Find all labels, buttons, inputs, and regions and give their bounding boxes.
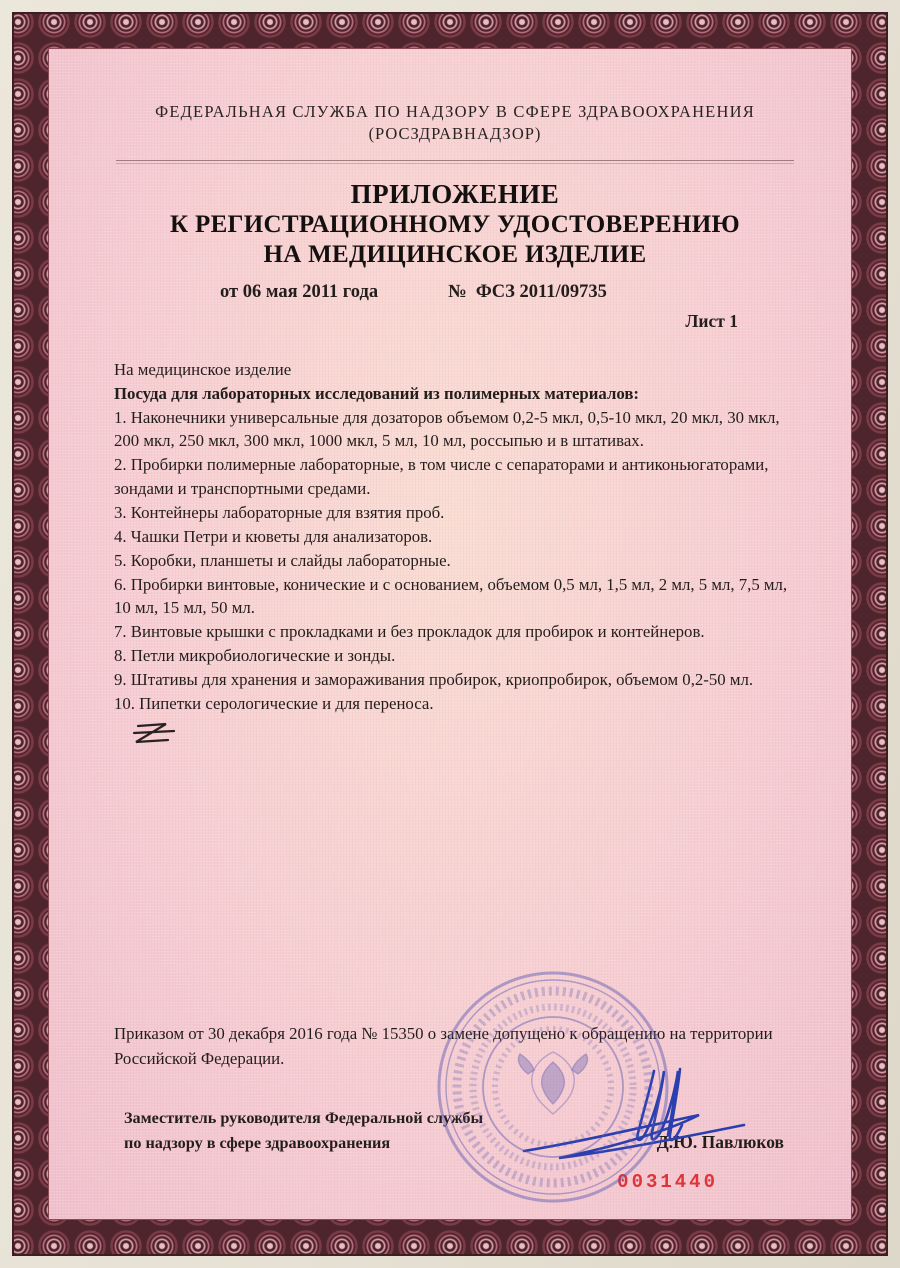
list-item: 6. Пробирки винтовые, конические и с основанием, объемом 0,5 мл, 1,5 мл, 2 мл, 5 мл, 7,5 мл, 10 мл, 15 мл, 50 мл. [114,574,788,618]
agency-shortname: (РОСЗДРАВНАДЗОР) [368,124,542,144]
list-item: 1. Наконечники универсальные для дозаторов объемом 0,2-5 мкл, 0,5-10 мкл, 20 мкл, 30 мкл, 200 мкл, 250 мкл, 300 мкл, 1000 мкл, 5 мл, 10 мл, россыпью и в штативах. [114,407,780,451]
list-item: 4. Чашки Петри и кюветы для анализаторов. [114,526,433,546]
agency-header [114,101,796,146]
agency-name: ФЕДЕРАЛЬНАЯ СЛУЖБА ПО НАДЗОРУ В СФЕРЕ ЗДРАВООХРАНЕНИЯ [155,102,755,121]
device-name: Посуда для лабораторных исследований из полимерных материалов: [114,383,639,403]
list-item: 9. Штативы для хранения и замораживания пробирок, криопробирок, объемом 0,2-50 мл. [114,669,754,689]
registration-number: № ФСЗ 2011/09735 [448,281,607,302]
list-item: 3. Контейнеры лабораторные для взятия проб. [114,502,445,522]
title-line-3: НА МЕДИЦИНСКОЕ ИЗДЕЛИЕ [263,240,647,268]
registration-line [114,282,796,303]
document-title [114,178,796,270]
list-item: 8. Петли микробиологические и зонды. [114,646,396,666]
order-text: Приказом от 30 декабря 2016 года № 15350 о замене допущено к обращению на территории Российской Федерации. [114,1024,773,1068]
signatory-title-line-1: Заместитель руководителя Федеральной службы [124,1109,484,1128]
title-line-2: К РЕГИСТРАЦИОННОМУ УДОСТОВЕРЕНИЮ [170,210,740,238]
list-item: 2. Пробирки полимерные лабораторные, в том числе с сепараторами и антиконьюгаторами, зондами и транспортными средами. [114,455,769,499]
end-of-text-mark [132,720,178,750]
certificate-field [48,48,852,1220]
list-item: 10. Пипетки серологические и для переноса. [114,693,434,713]
signatory-name: Д.Ю. Павлюков [656,1132,784,1152]
header-divider [116,160,794,164]
serial-number: 0031440 [617,1171,718,1193]
device-description [114,358,796,750]
approval-block [114,1022,796,1193]
signature-row [114,1097,796,1155]
sheet-number: Лист 1 [685,310,738,331]
body-intro: На медицинское изделие [114,359,292,379]
signatory-title-line-2: по надзору в сфере здравоохранения [124,1133,391,1152]
list-item: 5. Коробки, планшеты и слайды лабораторные. [114,550,451,570]
certificate-content [49,49,851,1219]
registration-date: от 06 мая 2011 года [220,281,379,302]
signatory-title [114,1106,483,1155]
list-item: 7. Винтовые крышки с прокладками и без прокладок для пробирок и контейнеров. [114,622,705,642]
title-line-1: ПРИЛОЖЕНИЕ [350,178,560,209]
